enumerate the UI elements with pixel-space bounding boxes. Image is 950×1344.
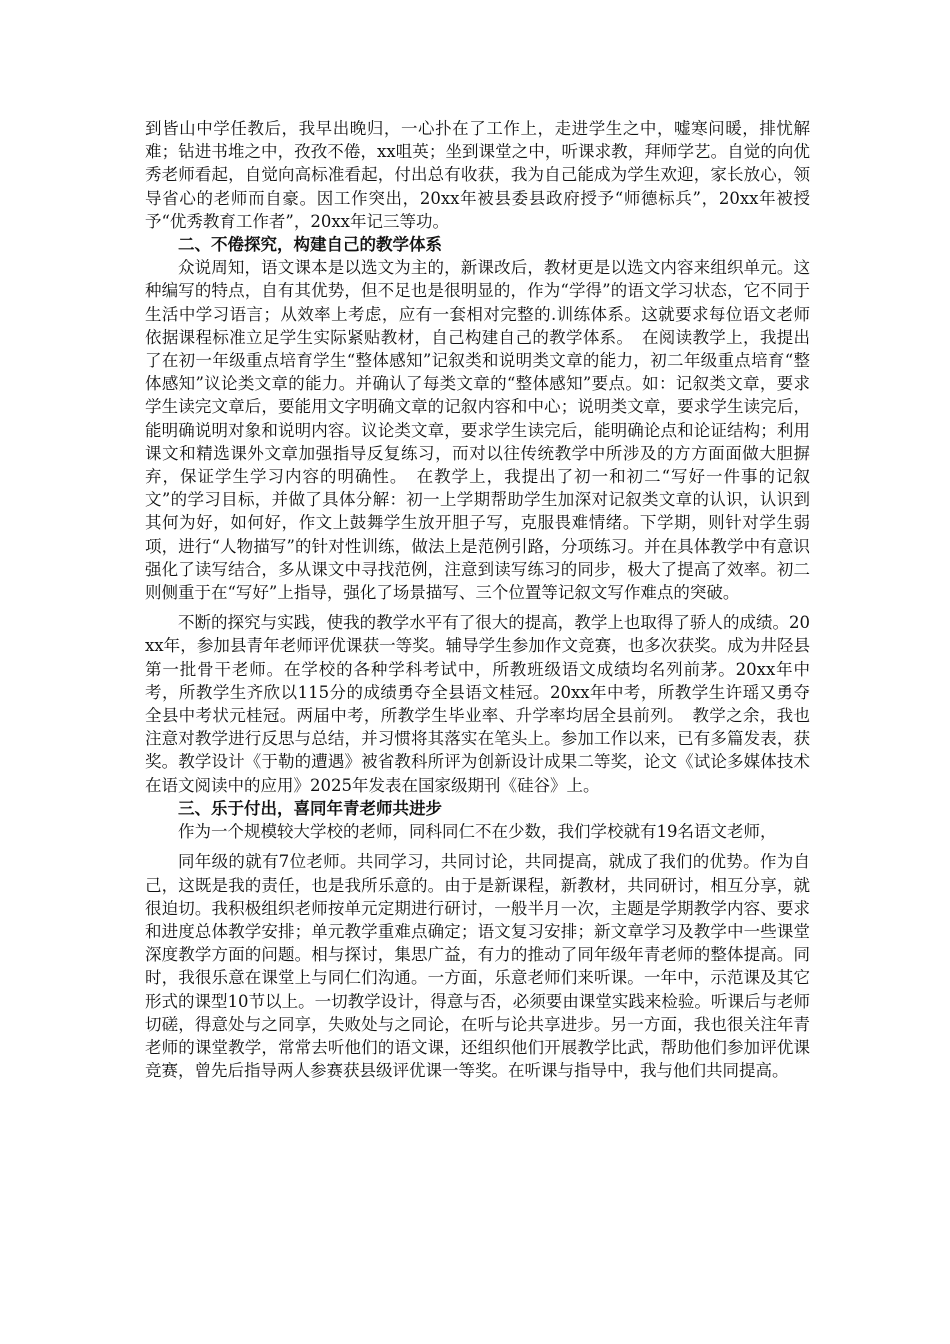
paragraph-2b: 不断的探究与实践，使我的教学水平有了很大的提高，教学上也取得了骄人的成绩。20xx年，参加县青年老师评优课获一等奖。辅导学生参加作文竞赛，也多次获奖。成为井陉县第一批骨干老师。在学校的各种学科考试中，所教班级语文成绩均名列前茅。20xx年中考，所教学生齐欣以115分的成绩勇夺全县语文桂冠。20xx年中考，所教学生许瑶又勇夺全县中考状元桂冠。两届中考，所教学生毕业率、升学率均居全县前列。 教学之余，我也注意对教学进行反思与总结，并习惯将其落实在笔头上。参加工作以来，已有多篇发表，获奖。教学设计《于勒的遭遇》被省教科所评为创新设计成果二等奖，论文《试论多媒体技术在语文阅读中的应用》2025年发表在国家级期刊《硅谷》上。 — [145, 613, 810, 795]
document-body — [145, 117, 810, 1082]
paragraph-intro: 到皆山中学任教后，我早出晚归，一心扑在了工作上，走进学生之中，嘘寒问暖，排忧解难；钻进书堆之中，孜孜不倦，xx咀英；坐到课堂之中，听课求教，拜师学艺。自觉的向优秀老师看起，自觉向高标准看起，付出总有收获，我为自己能成为学生欢迎，家长放心，领导省心的老师而自豪。因工作突出，20xx年被县委县政府授予“师德标兵”，20xx年被授予“优秀教育工作者”，20xx年记三等功。 — [145, 119, 810, 231]
paragraph-3b: 同年级的就有7位老师。共同学习，共同讨论，共同提高，就成了我们的优势。作为自己，这既是我的责任，也是我所乐意的。由于是新课程，新教材，共同研讨，相互分享，就很迫切。我积极组织老师按单元定期进行研讨，一般半月一次，主题是学期教学内容、要求和进度总体教学安排；单元教学重难点确定；语文复习安排；新文章学习及教学中一些课堂深度教学方面的问题。相与探讨，集思广益，有力的推动了同年级年青老师的整体提高。同时，我很乐意在课堂上与同仁们沟通。一方面，乐意老师们来听课。一年中，示范课及其它形式的课型10节以上。一切教学设计，得意与否，必须要由课堂实践来检验。听课后与老师切磋，得意处与之同享，失败处与之同论，在听与论共享进步。另一方面，我也很关注年青老师的课堂教学，常常去听他们的语文课，还组织他们开展教学比武，帮助他们参加评优课竞赛，曾先后指导两人参赛获县级评优课一等奖。在听课与指导中，我与他们共同提高。 — [145, 852, 810, 1081]
paragraph-2a: 众说周知，语文课本是以选文为主的，新课改后，教材更是以选文内容来组织单元。这种编写的特点，自有其优势，但不足也是很明显的，作为“学得”的语文学习状态，它不同于生活中学习语言；从效率上考虑，应有一套相对完整的.训练体系。这就要求每位语文老师依据课程标准立足学生实际紧贴教材，自己构建自己的教学体系。 在阅读教学上，我提出了在初一年级重点培育学生“整体感知”记叙类和说明类文章的能力，初二年级重点培育“整体感知”议论类文章的能力。并确认了每类文章的“整体感知”要点。如：记叙类文章，要求学生读完文章后，要能用文字明确文章的记叙内容和中心；说明类文章，要求学生读完后，能明确说明对象和说明内容。议论类文章，要求学生读完后，能明确论点和论证结构；利用课文和精选课外文章加强指导反复练习，而对以往传统教学中所涉及的方方面面做大胆摒弃，保证学生学习内容的明确性。 在教学上，我提出了初一和初二“写好一件事的记叙文”的学习目标，并做了具体分解：初一上学期帮助学生加深对记叙类文章的认识，认识到其何为好，如何好，作文上鼓舞学生放开胆子写，克服畏难情绪。下学期，则针对学生弱项，进行“人物描写”的针对性训练，做法上是范例引路，分项练习。并在具体教学中有意识强化了读写结合，多从课文中寻找范例，注意到读写练习的同步，极大了提高了效率。初二则侧重于在“写好”上指导，强化了场景描写、三个位置等记叙文写作难点的突破。 — [145, 258, 810, 603]
paragraph-3a: 作为一个规模较大学校的老师，同科同仁不在少数，我们学校就有19名语文老师， — [178, 822, 777, 842]
section-heading-2: 二、不倦探究，构建自己的教学体系 — [178, 235, 442, 255]
section-heading-3: 三、乐于付出，喜同年青老师共进步 — [178, 798, 442, 818]
